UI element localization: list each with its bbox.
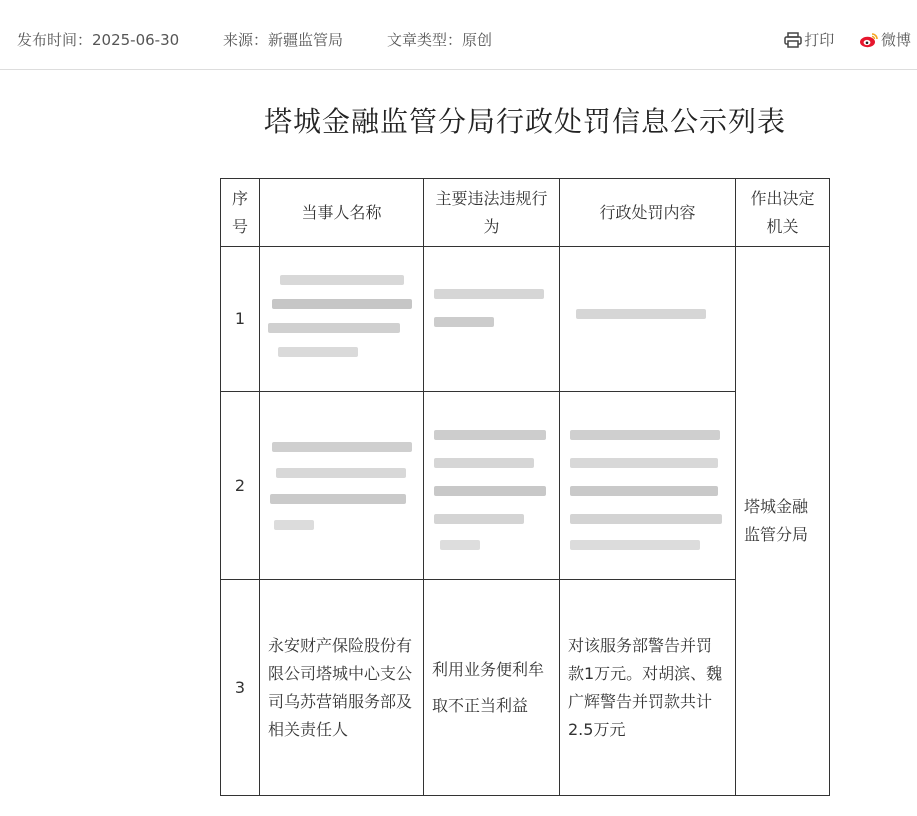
source: 来源：新疆监管局 [223, 31, 344, 49]
page-title: 塔城金融监管分局行政处罚信息公示列表 [263, 105, 786, 138]
row-seq: 2 [221, 392, 260, 580]
row-party-redacted [260, 247, 424, 392]
print-label: 打印 [804, 31, 835, 49]
row-seq: 1 [221, 247, 260, 392]
print-button[interactable] [784, 29, 834, 50]
row-party: 永安财产保险股份有限公司塔城中心支公司乌苏营销服务部及相关责任人 [260, 580, 424, 796]
publish-time: 发布时间：2025-06-30 [17, 31, 180, 49]
table-header-row [221, 179, 830, 247]
article-meta-bar [0, 0, 917, 70]
header-party: 当事人名称 [260, 179, 424, 247]
header-authority: 作出决定机关 [736, 179, 830, 247]
row-party-redacted [260, 392, 424, 580]
weibo-share-button[interactable] [859, 29, 911, 50]
printer-icon [784, 32, 802, 48]
row-content-redacted [560, 247, 736, 392]
header-seq: 序号 [221, 179, 260, 247]
article-type: 文章类型：原创 [387, 31, 493, 49]
row-content-redacted [560, 392, 736, 580]
row-violation-redacted [424, 392, 560, 580]
penalty-table [220, 178, 830, 796]
row-seq: 3 [221, 580, 260, 796]
weibo-icon [859, 32, 879, 48]
header-violation: 主要违法违规行为 [424, 179, 560, 247]
share-actions [764, 29, 911, 50]
row-authority: 塔城金融监管分局 [736, 247, 830, 796]
row-violation-redacted [424, 247, 560, 392]
weibo-label: 微博 [880, 31, 911, 49]
row-content: 对该服务部警告并罚款1万元。对胡滨、魏广辉警告并罚款共计2.5万元 [560, 580, 736, 796]
table-row [221, 247, 830, 392]
header-content: 行政处罚内容 [560, 179, 736, 247]
row-violation: 利用业务便利牟取不正当利益 [424, 580, 560, 796]
